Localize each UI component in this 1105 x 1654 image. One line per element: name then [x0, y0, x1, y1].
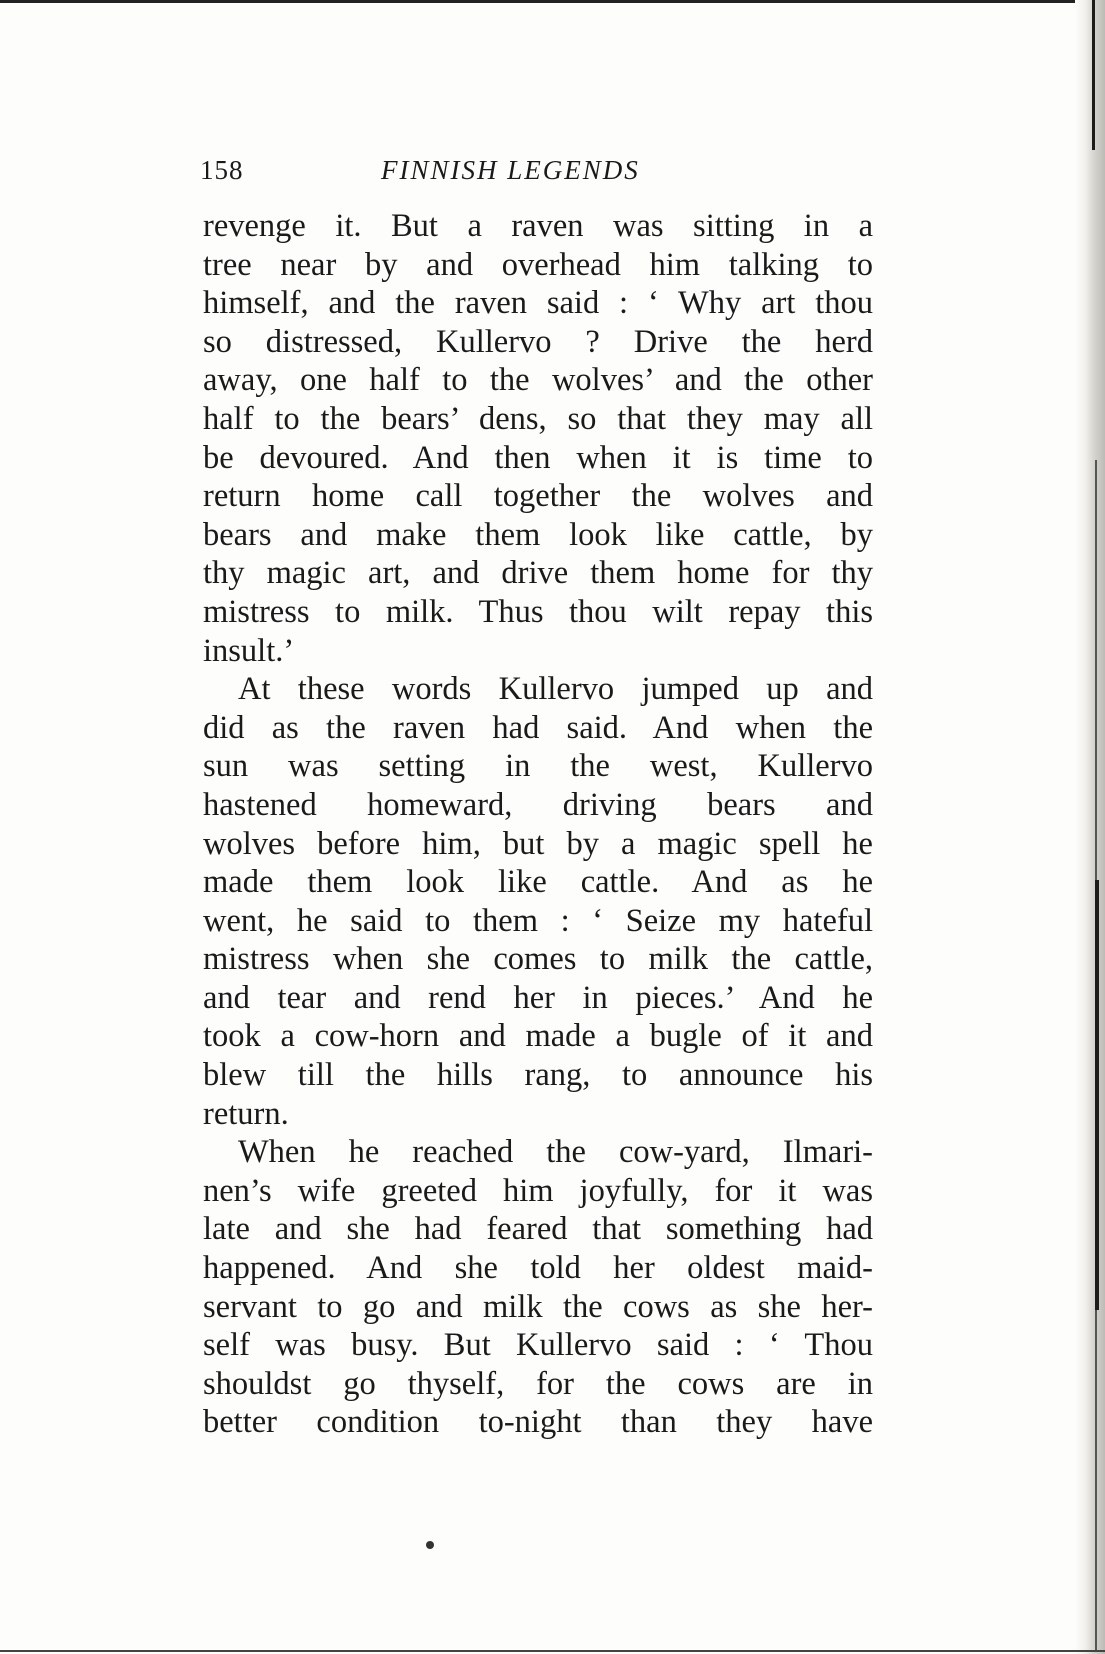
text-line: thy magic art, and drive them home for thy [203, 555, 873, 592]
page-binding-edge [1075, 0, 1105, 1654]
text-line: blew till the hills rang, to announce his [203, 1057, 873, 1094]
running-title: FINNISH LEGENDS [381, 155, 640, 185]
text-line: hastened homeward, driving bears and [203, 786, 873, 823]
running-header [200, 150, 920, 190]
bottom-edge-rule [0, 1650, 1105, 1652]
text-line: return. [203, 1095, 289, 1132]
text-line: nen’s wife greeted him joyfully, for it was [203, 1172, 873, 1209]
ink-dot [426, 1541, 434, 1549]
body-text [203, 207, 873, 1442]
text-line: bears and make them look like cattle, by [203, 516, 873, 553]
text-line: did as the raven had said. And when the [203, 709, 873, 746]
text-line: himself, and the raven said : ‘ Why art thou [203, 285, 873, 322]
text-line: late and she had feared that something had [203, 1211, 873, 1248]
text-line: made them look like cattle. And as he [203, 864, 873, 901]
text-line: return home call together the wolves and [203, 478, 873, 515]
page-number: 158 [200, 155, 244, 185]
text-line: revenge it. But a raven was sitting in a [203, 208, 873, 244]
text-line: took a cow-horn and made a bugle of it and [203, 1018, 873, 1055]
text-line: self was busy. But Kullervo said : ‘ Thou [203, 1327, 873, 1364]
text-line: mistress when she comes to milk the cattle, [203, 941, 873, 978]
text-line: mistress to milk. Thus thou wilt repay this [203, 593, 873, 630]
text-line: wolves before him, but by a magic spell he [203, 825, 873, 862]
text-line: shouldst go thyself, for the cows are in [203, 1365, 873, 1402]
text-line: went, he said to them : ‘ Seize my hateful [203, 902, 873, 939]
paragraph [203, 670, 873, 1133]
text-line: happened. And she told her oldest maid- [203, 1250, 873, 1287]
text-line: away, one half to the wolves’ and the other [203, 362, 873, 399]
text-line: insult.’ [203, 632, 295, 669]
text-line: better condition to-night than they have [203, 1404, 873, 1441]
text-line: and tear and rend her in pieces.’ And he [203, 979, 873, 1016]
top-edge-rule [0, 0, 1075, 3]
text-line: servant to go and milk the cows as she her- [203, 1288, 873, 1325]
text-line: At these words Kullervo jumped up and [238, 671, 873, 708]
text-line: When he reached the cow-yard, Ilmari- [238, 1134, 873, 1171]
paragraph [203, 207, 873, 670]
text-line: sun was setting in the west, Kullervo [203, 748, 873, 785]
binding-shadow-line [1095, 880, 1099, 1310]
text-line: be devoured. And then when it is time to [203, 439, 873, 476]
text-line: so distressed, Kullervo ? Drive the herd [203, 323, 873, 360]
binding-shadow-line [1092, 0, 1095, 150]
paragraph [203, 1133, 873, 1442]
text-line: tree near by and overhead him talking to [203, 246, 873, 283]
text-line: half to the bears’ dens, so that they may all [203, 400, 873, 437]
